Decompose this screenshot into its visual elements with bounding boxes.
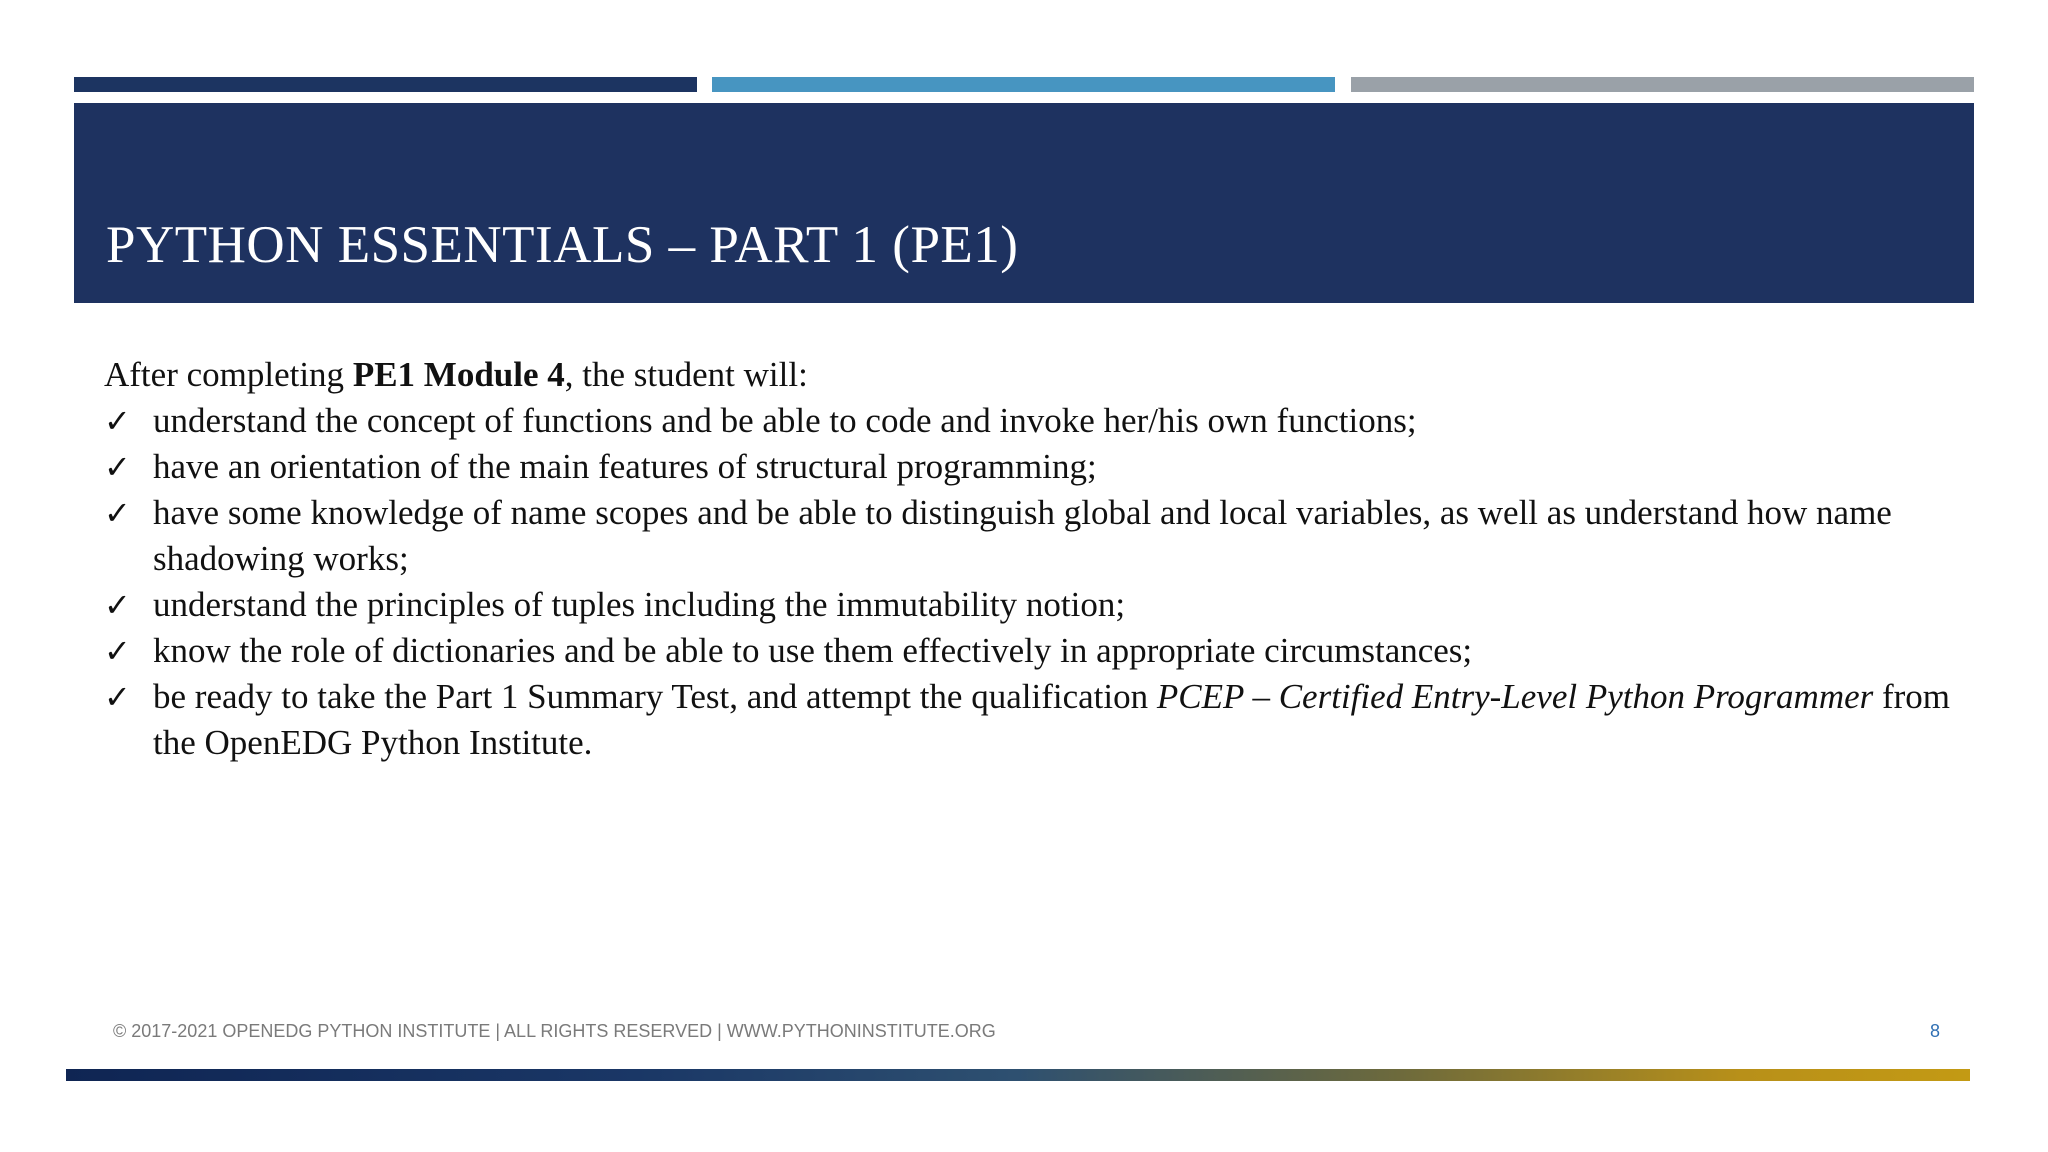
outcome-item	[104, 490, 1964, 582]
slide-body	[104, 352, 1964, 766]
outcome-text: have an orientation of the main features of structural programming;	[153, 447, 1097, 486]
checkmark-icon: ✓	[104, 494, 131, 532]
outcome-text: understand the concept of functions and be able to code and invoke her/his own functions;	[153, 401, 1417, 440]
copyright-footer: © 2017-2021 OPENEDG PYTHON INSTITUTE | ALL RIGHTS RESERVED | WWW.PYTHONINSTITUTE.ORG	[113, 1021, 996, 1041]
checkmark-icon: ✓	[104, 448, 131, 486]
checkmark-icon: ✓	[104, 402, 131, 440]
outcome-text-end: from the OpenEDG Python Institute.	[153, 677, 1951, 762]
intro-module-name: PE1 Module 4	[352, 355, 565, 394]
slide-title: PYTHON ESSENTIALS – PART 1 (PE1)	[106, 216, 1019, 274]
intro-text-end: , the student will:	[564, 355, 808, 394]
outcome-item	[104, 398, 1964, 444]
top-accent-bar-navy	[74, 77, 697, 92]
outcome-item	[104, 444, 1964, 490]
checkmark-icon: ✓	[104, 586, 131, 624]
outcome-list	[104, 398, 1964, 766]
checkmark-icon: ✓	[104, 632, 131, 670]
title-band	[74, 103, 1974, 303]
outcome-item	[104, 582, 1964, 628]
outcome-text: know the role of dictionaries and be able to use them effectively in appropriate circumstances;	[153, 631, 1473, 670]
top-accent-bar-gray	[1351, 77, 1974, 92]
outcome-item	[104, 674, 1964, 766]
top-accent-bar-blue	[712, 77, 1335, 92]
outcome-item	[104, 628, 1964, 674]
outcome-text: have some knowledge of name scopes and be able to distinguish global and local variables, as well as understand how name shadowing works;	[153, 493, 1892, 578]
outcome-text-start: be ready to take the Part 1 Summary Test, and attempt the qualification	[153, 677, 1157, 716]
outcome-text: understand the principles of tuples including the immutability notion;	[153, 585, 1126, 624]
certification-name: PCEP – Certified Entry-Level Python Programmer	[1156, 677, 1874, 716]
intro-line	[104, 352, 1964, 398]
page-number: 8	[1929, 1021, 1940, 1041]
checkmark-icon: ✓	[104, 678, 131, 716]
intro-text-start: After completing	[104, 355, 353, 394]
bottom-gradient-bar	[66, 1069, 1970, 1081]
